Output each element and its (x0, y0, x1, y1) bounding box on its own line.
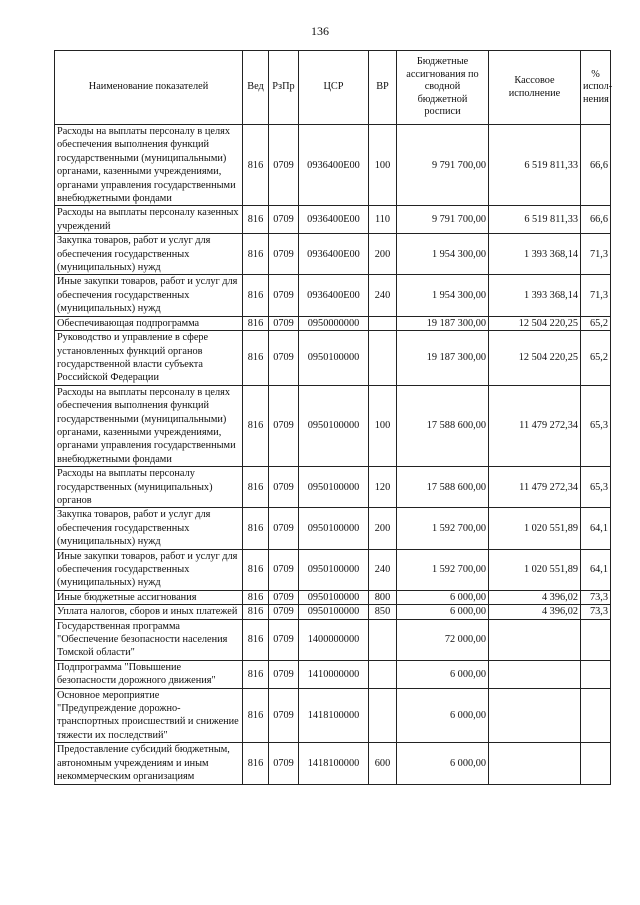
header-cash-execution: Кассовое исполнение (489, 51, 581, 125)
row-ved: 816 (243, 619, 269, 660)
row-csr: 0950100000 (299, 508, 369, 549)
row-cash-execution: 12 504 220,25 (489, 331, 581, 386)
row-name: Расходы на выплаты персоналу казенных учреждений (55, 206, 243, 234)
row-name: Иные бюджетные ассигнования (55, 590, 243, 604)
row-rzpr: 0709 (269, 619, 299, 660)
row-name: Закупка товаров, работ и услуг для обеспечения государственных (муниципальных) нужд (55, 508, 243, 549)
row-rzpr: 0709 (269, 467, 299, 508)
row-vr: 120 (369, 467, 397, 508)
table-row (55, 316, 611, 330)
table-row (55, 660, 611, 688)
row-name: Государственная программа "Обеспечение безопасности населения Томской области" (55, 619, 243, 660)
row-csr: 0950100000 (299, 605, 369, 619)
row-cash-execution: 11 479 272,34 (489, 467, 581, 508)
row-name: Расходы на выплаты персоналу в целях обеспечения выполнения функций государственными (муниципальными) органами, казенными учреждениями, органами управления государственными внебюджетными фондами (55, 125, 243, 206)
row-cash-execution: 12 504 220,25 (489, 316, 581, 330)
row-cash-execution (489, 619, 581, 660)
row-vr (369, 316, 397, 330)
row-percent: 71,3 (581, 234, 611, 275)
row-percent (581, 688, 611, 743)
row-ved: 816 (243, 743, 269, 784)
row-rzpr: 0709 (269, 508, 299, 549)
table-row (55, 206, 611, 234)
row-ved: 816 (243, 206, 269, 234)
row-cash-execution (489, 688, 581, 743)
row-vr: 200 (369, 234, 397, 275)
row-assignments: 6 000,00 (397, 743, 489, 784)
row-csr: 1410000000 (299, 660, 369, 688)
table-row (55, 508, 611, 549)
table-row (55, 590, 611, 604)
row-assignments: 17 588 600,00 (397, 385, 489, 466)
row-name: Иные закупки товаров, работ и услуг для обеспечения государственных (муниципальных) нужд (55, 275, 243, 316)
row-rzpr: 0709 (269, 331, 299, 386)
row-name: Уплата налогов, сборов и иных платежей (55, 605, 243, 619)
row-rzpr: 0709 (269, 660, 299, 688)
table-row (55, 549, 611, 590)
table-row (55, 619, 611, 660)
row-percent: 64,1 (581, 508, 611, 549)
row-cash-execution: 6 519 811,33 (489, 125, 581, 206)
row-vr (369, 331, 397, 386)
row-assignments: 6 000,00 (397, 660, 489, 688)
row-vr: 850 (369, 605, 397, 619)
row-csr: 1418100000 (299, 743, 369, 784)
table-row (55, 385, 611, 466)
row-assignments: 6 000,00 (397, 688, 489, 743)
row-percent: 64,1 (581, 549, 611, 590)
row-rzpr: 0709 (269, 605, 299, 619)
row-vr: 110 (369, 206, 397, 234)
row-rzpr: 0709 (269, 688, 299, 743)
header-csr: ЦСР (299, 51, 369, 125)
row-assignments: 6 000,00 (397, 590, 489, 604)
header-vr: ВР (369, 51, 397, 125)
row-percent: 71,3 (581, 275, 611, 316)
row-vr (369, 619, 397, 660)
row-assignments: 72 000,00 (397, 619, 489, 660)
header-assignments: Бюджетные ассигнования по сводной бюджетной росписи (397, 51, 489, 125)
row-csr: 0936400Е00 (299, 234, 369, 275)
row-cash-execution: 6 519 811,33 (489, 206, 581, 234)
row-cash-execution: 1 393 368,14 (489, 234, 581, 275)
row-ved: 816 (243, 688, 269, 743)
header-name: Наименование показателей (55, 51, 243, 125)
row-rzpr: 0709 (269, 385, 299, 466)
row-name: Расходы на выплаты персоналу в целях обеспечения выполнения функций государственными (муниципальными) органами, казенными учреждениями, органами управления государственными внебюджетными фондами (55, 385, 243, 466)
row-vr: 600 (369, 743, 397, 784)
row-csr: 0950100000 (299, 549, 369, 590)
row-ved: 816 (243, 605, 269, 619)
row-csr: 1418100000 (299, 688, 369, 743)
row-ved: 816 (243, 467, 269, 508)
row-percent: 65,3 (581, 467, 611, 508)
row-csr: 0950100000 (299, 385, 369, 466)
row-assignments: 1 954 300,00 (397, 275, 489, 316)
row-percent (581, 619, 611, 660)
row-assignments: 1 954 300,00 (397, 234, 489, 275)
row-percent: 73,3 (581, 590, 611, 604)
row-cash-execution: 4 396,02 (489, 590, 581, 604)
row-vr: 100 (369, 385, 397, 466)
table-row (55, 743, 611, 784)
row-vr (369, 660, 397, 688)
row-rzpr: 0709 (269, 275, 299, 316)
row-assignments: 19 187 300,00 (397, 331, 489, 386)
row-rzpr: 0709 (269, 206, 299, 234)
table-header-row (55, 51, 611, 125)
row-percent (581, 660, 611, 688)
row-vr: 800 (369, 590, 397, 604)
row-ved: 816 (243, 660, 269, 688)
row-vr: 200 (369, 508, 397, 549)
row-assignments: 9 791 700,00 (397, 206, 489, 234)
row-percent: 66,6 (581, 206, 611, 234)
row-name: Обеспечивающая подпрограмма (55, 316, 243, 330)
row-csr: 0950100000 (299, 331, 369, 386)
row-cash-execution: 4 396,02 (489, 605, 581, 619)
row-cash-execution: 1 020 551,89 (489, 549, 581, 590)
row-vr: 100 (369, 125, 397, 206)
page-number: 136 (311, 24, 329, 38)
table-row (55, 688, 611, 743)
row-assignments: 1 592 700,00 (397, 549, 489, 590)
row-percent: 65,2 (581, 331, 611, 386)
table-row (55, 467, 611, 508)
row-name: Основное мероприятие "Предупреждение дорожно-транспортных происшествий и снижение тяжести их последствий" (55, 688, 243, 743)
row-csr: 0936400Е00 (299, 125, 369, 206)
row-csr: 0950000000 (299, 316, 369, 330)
row-assignments: 9 791 700,00 (397, 125, 489, 206)
table-row (55, 605, 611, 619)
row-csr: 0936400Е00 (299, 206, 369, 234)
row-rzpr: 0709 (269, 743, 299, 784)
row-ved: 816 (243, 316, 269, 330)
row-name: Закупка товаров, работ и услуг для обеспечения государственных (муниципальных) нужд (55, 234, 243, 275)
row-cash-execution: 11 479 272,34 (489, 385, 581, 466)
row-assignments: 1 592 700,00 (397, 508, 489, 549)
row-ved: 816 (243, 331, 269, 386)
row-percent: 65,2 (581, 316, 611, 330)
row-rzpr: 0709 (269, 549, 299, 590)
table-row (55, 125, 611, 206)
row-percent: 65,3 (581, 385, 611, 466)
row-csr: 0950100000 (299, 467, 369, 508)
row-name: Расходы на выплаты персоналу государственных (муниципальных) органов (55, 467, 243, 508)
row-name: Руководство и управление в сфере установленных функций органов государственной власти субъекта Российской Федерации (55, 331, 243, 386)
table-row (55, 331, 611, 386)
row-percent (581, 743, 611, 784)
header-ved: Вед (243, 51, 269, 125)
header-rzpr: РзПр (269, 51, 299, 125)
row-name: Предоставление субсидий бюджетным, автономным учреждениям и иным некоммерческим организациям (55, 743, 243, 784)
row-percent: 66,6 (581, 125, 611, 206)
row-ved: 816 (243, 125, 269, 206)
row-assignments: 17 588 600,00 (397, 467, 489, 508)
row-cash-execution: 1 020 551,89 (489, 508, 581, 549)
row-vr (369, 688, 397, 743)
row-cash-execution: 1 393 368,14 (489, 275, 581, 316)
row-rzpr: 0709 (269, 590, 299, 604)
row-percent: 73,3 (581, 605, 611, 619)
row-csr: 0950100000 (299, 590, 369, 604)
header-percent: % испол-нения (581, 51, 611, 125)
row-assignments: 19 187 300,00 (397, 316, 489, 330)
row-assignments: 6 000,00 (397, 605, 489, 619)
row-vr: 240 (369, 549, 397, 590)
budget-table (54, 50, 611, 785)
row-csr: 1400000000 (299, 619, 369, 660)
table-row (55, 234, 611, 275)
row-ved: 816 (243, 508, 269, 549)
row-rzpr: 0709 (269, 125, 299, 206)
row-rzpr: 0709 (269, 234, 299, 275)
row-csr: 0936400Е00 (299, 275, 369, 316)
row-ved: 816 (243, 275, 269, 316)
row-name: Подпрограмма "Повышение безопасности дорожного движения" (55, 660, 243, 688)
row-cash-execution (489, 660, 581, 688)
row-name: Иные закупки товаров, работ и услуг для обеспечения государственных (муниципальных) нужд (55, 549, 243, 590)
row-rzpr: 0709 (269, 316, 299, 330)
row-ved: 816 (243, 234, 269, 275)
row-ved: 816 (243, 549, 269, 590)
row-cash-execution (489, 743, 581, 784)
row-vr: 240 (369, 275, 397, 316)
table-row (55, 275, 611, 316)
row-ved: 816 (243, 590, 269, 604)
row-ved: 816 (243, 385, 269, 466)
